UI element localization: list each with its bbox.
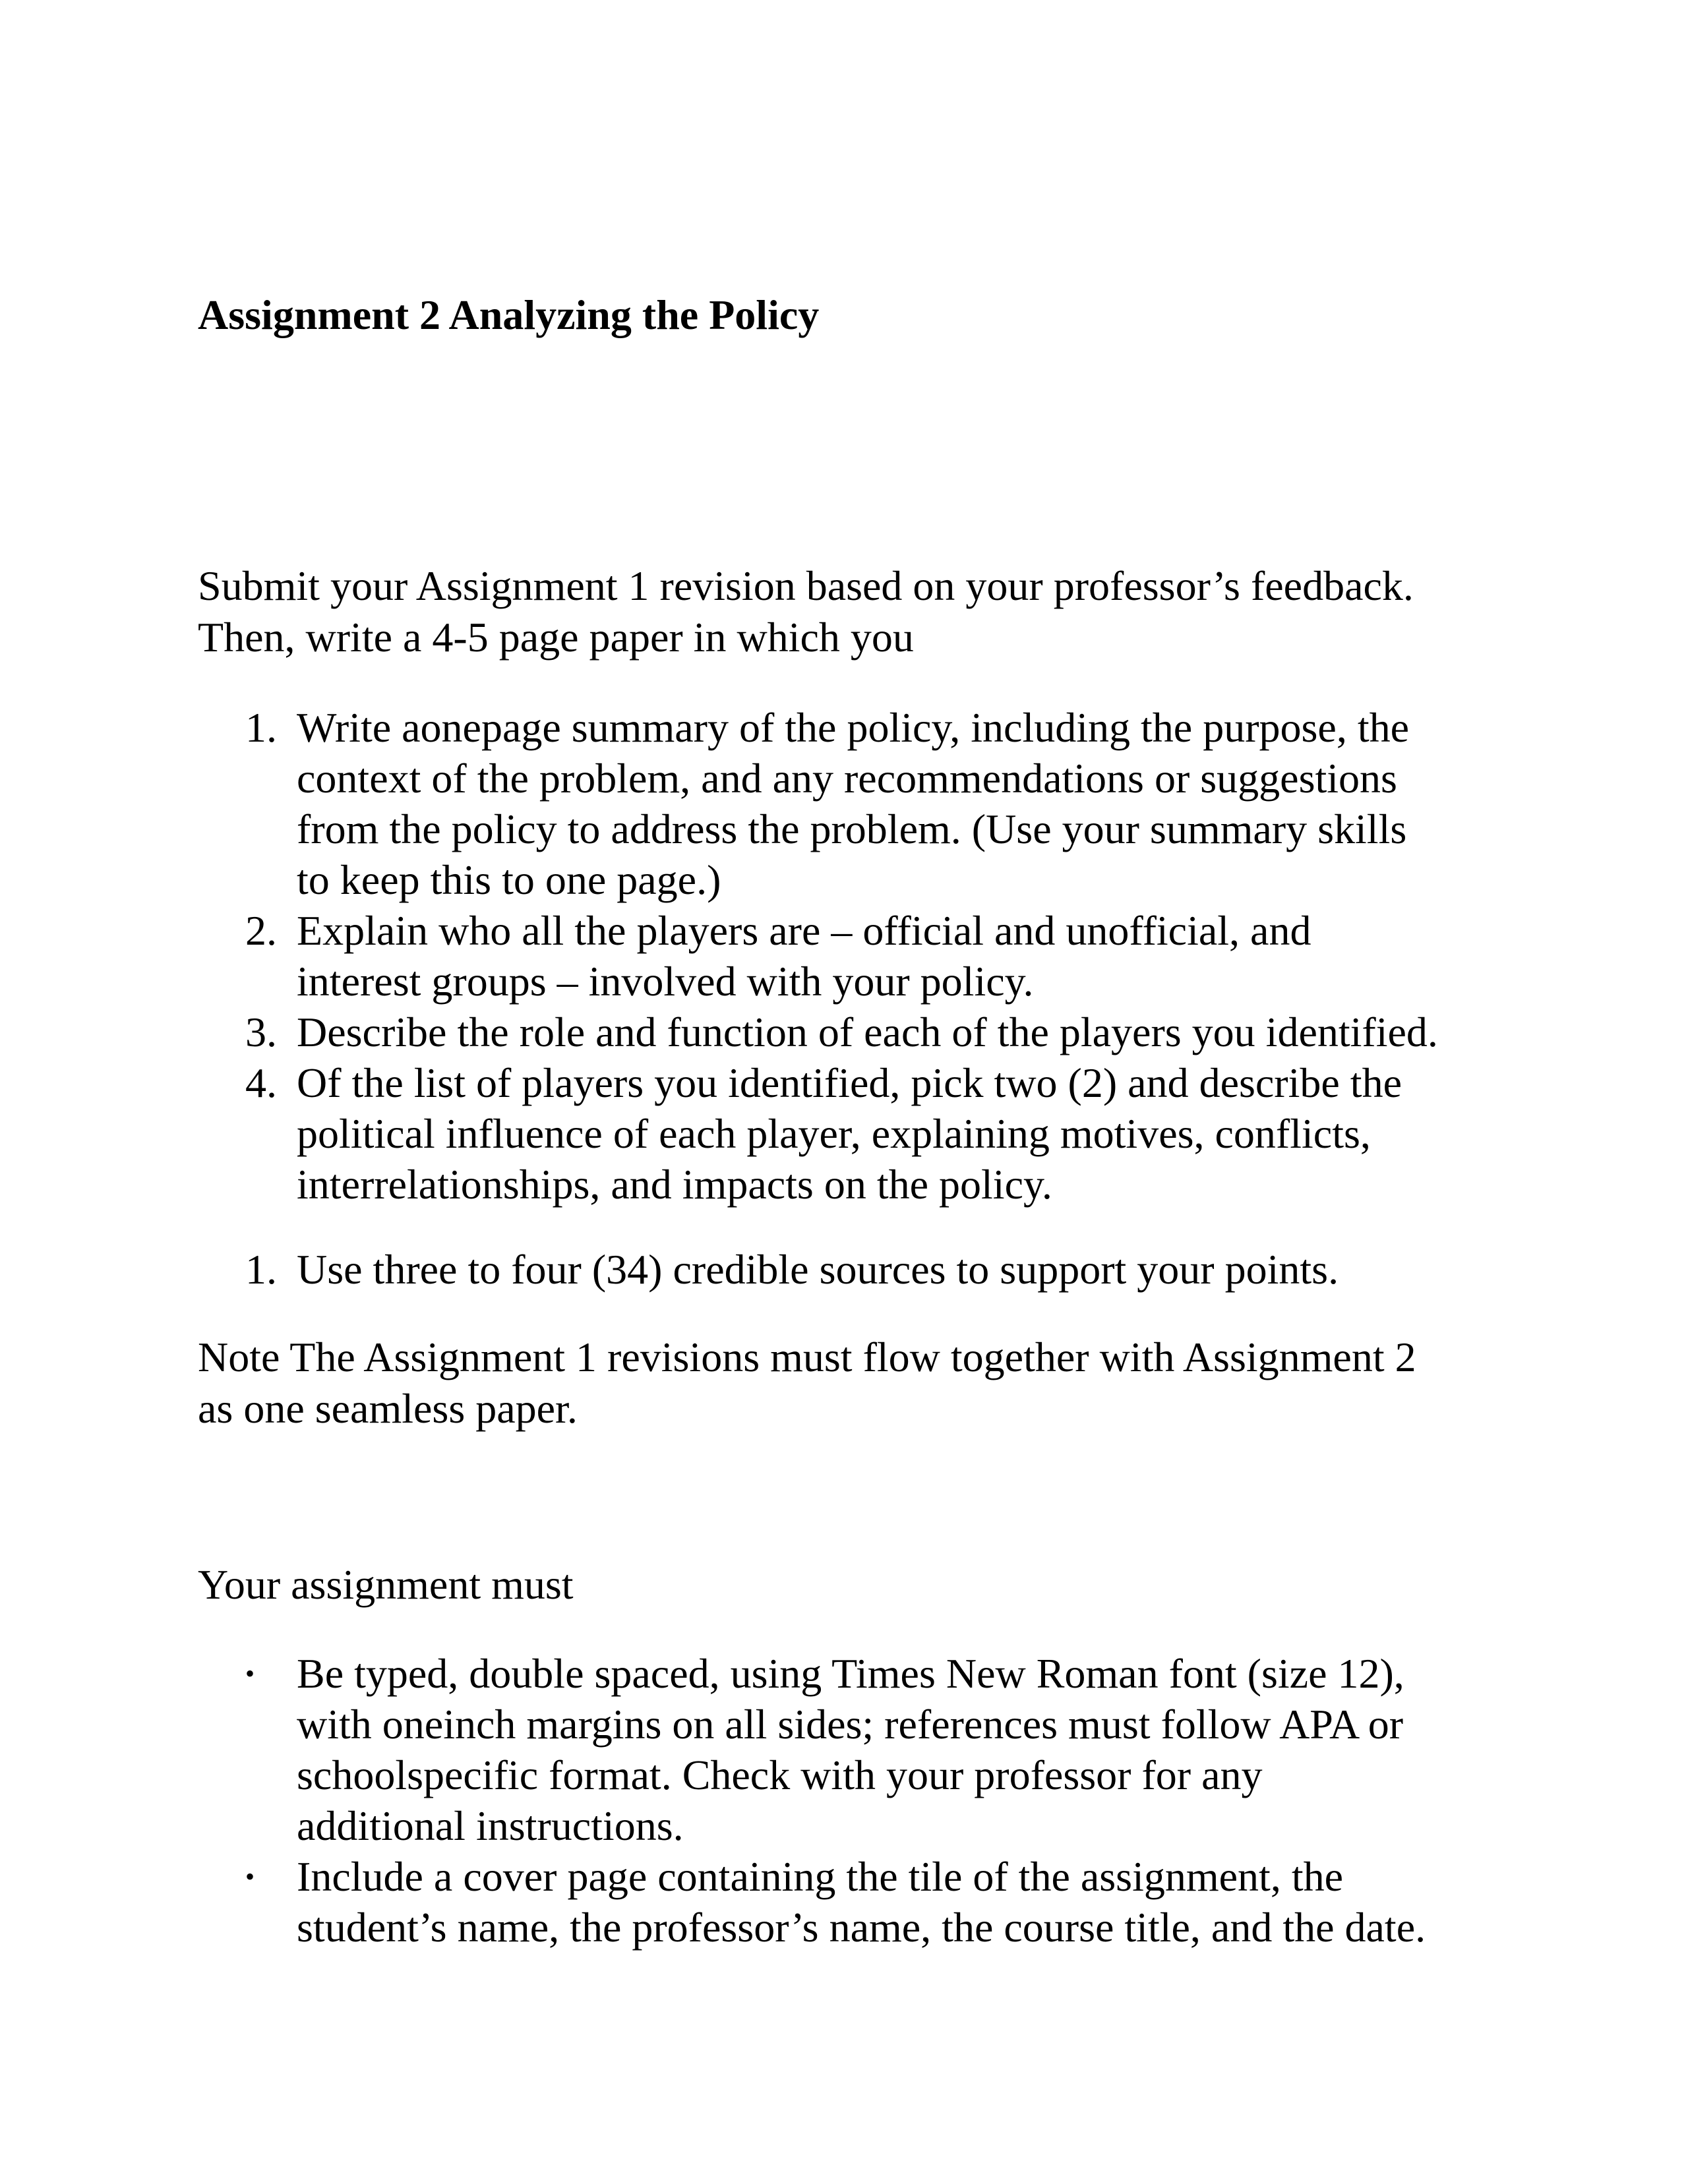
intro-line: Submit your Assignment 1 revision based on your professor’s feedback.	[198, 562, 1414, 609]
list-item	[198, 1244, 1339, 1295]
list-item-line: schoolspecific format. Check with your professor for any	[297, 1752, 1263, 1798]
list-item-line: political influence of each player, explaining motives, conflicts,	[297, 1110, 1371, 1157]
list-item-line: to keep this to one page.)	[297, 856, 721, 903]
sources-list	[198, 1244, 1339, 1295]
list-item-line: context of the problem, and any recommendations or suggestions	[297, 755, 1397, 802]
list-item	[198, 1648, 1426, 1851]
list-item-line: from the policy to address the problem. (Use your summary skills	[297, 806, 1407, 852]
list-item	[198, 702, 1438, 905]
intro-line: Then, write a 4-5 page paper in which you	[198, 614, 914, 661]
list-item-line: Describe the role and function of each of the players you identified.	[297, 1009, 1438, 1055]
list-item	[198, 1007, 1438, 1057]
list-item-line: Of the list of players you identified, pick two (2) and describe the	[297, 1059, 1402, 1106]
list-number: 1.	[245, 1246, 277, 1293]
list-item-line: Write aonepage summary of the policy, including the purpose, the	[297, 704, 1409, 751]
list-item	[198, 905, 1438, 1007]
list-number: 2.	[245, 907, 277, 954]
list-item-line: with oneinch margins on all sides; references must follow APA or	[297, 1701, 1403, 1748]
list-number: 3.	[245, 1009, 277, 1055]
bullet-icon: •	[245, 1659, 255, 1688]
list-item-line: Include a cover page containing the tile of the assignment, the	[297, 1853, 1343, 1900]
note-line: Note The Assignment 1 revisions must flow together with Assignment 2	[198, 1334, 1416, 1380]
intro-paragraph	[198, 560, 1414, 663]
list-item-line: Be typed, double spaced, using Times New Roman font (size 12),	[297, 1650, 1404, 1697]
list-item	[198, 1057, 1438, 1210]
list-item-line: Use three to four (34) credible sources to support your points.	[297, 1246, 1339, 1293]
note-paragraph	[198, 1332, 1416, 1434]
list-item	[198, 1851, 1426, 1953]
note-line: as one seamless paper.	[198, 1385, 578, 1432]
list-number: 4.	[245, 1059, 277, 1106]
list-item-line: Explain who all the players are – official and unofficial, and	[297, 907, 1311, 954]
document-title: Assignment 2 Analyzing the Policy	[198, 291, 820, 338]
list-item-line: student’s name, the professor’s name, the course title, and the date.	[297, 1904, 1426, 1951]
bullet-icon: •	[245, 1862, 255, 1891]
requirements-list	[198, 1648, 1426, 1953]
numbered-list	[198, 702, 1438, 1210]
list-item-line: interest groups – involved with your policy.	[297, 958, 1034, 1005]
list-item-line: interrelationships, and impacts on the policy.	[297, 1161, 1052, 1208]
list-number: 1.	[245, 704, 277, 751]
requirements-heading: Your assignment must	[198, 1561, 574, 1608]
list-item-line: additional instructions.	[297, 1802, 684, 1849]
